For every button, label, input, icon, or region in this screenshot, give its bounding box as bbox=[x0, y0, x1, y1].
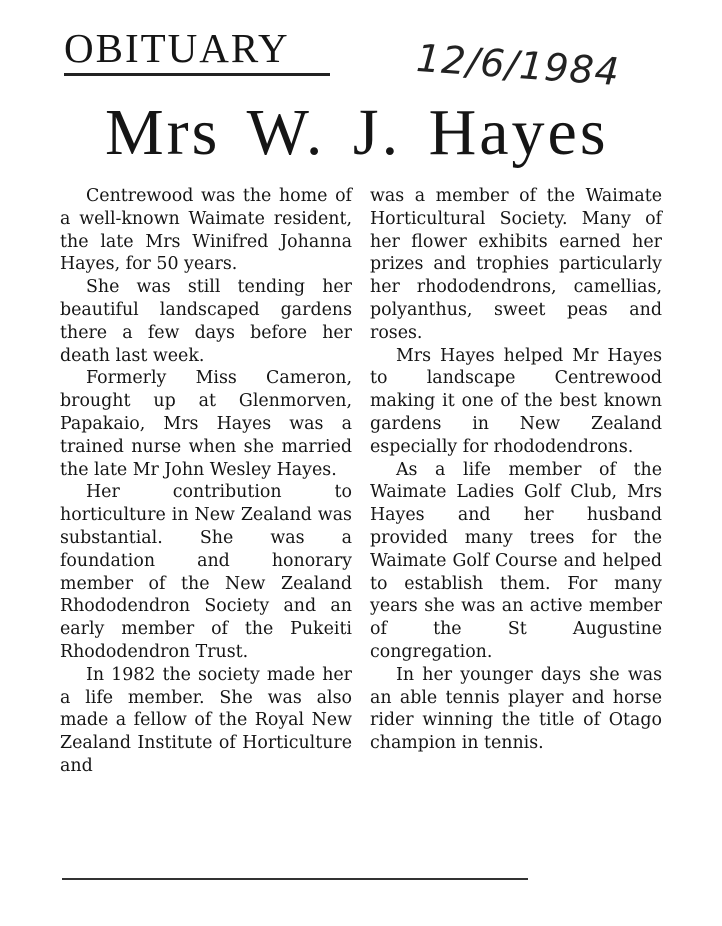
paragraph: In her younger days she was an able tennis player and horse rider winning the title of Otago champion in tennis. bbox=[370, 664, 662, 754]
bottom-divider bbox=[62, 878, 528, 880]
section-heading: OBITUARY bbox=[64, 28, 330, 76]
obituary-headline: Mrs W. J. Hayes bbox=[105, 96, 609, 169]
paragraph: Mrs Hayes helped Mr Hayes to landscape Centrewood making it one of the best known gardens in New Zealand especially for rhododendrons. bbox=[370, 345, 662, 457]
article-column-left bbox=[60, 185, 352, 778]
paragraph: Centrewood was the home of a well-known Waimate resident, the late Mrs Winifred Johanna Hayes, for 50 years. bbox=[60, 186, 352, 275]
paragraph: In 1982 the society made her a life member. She was also made a fellow of the Royal New Zealand Institute of Horticulture and bbox=[60, 664, 352, 776]
paragraph: was a member of the Waimate Horticultural Society. Many of her flower exhibits earned her prizes and trophies particularly her rhododendrons, camellias, polyanthus, sweet peas and roses. bbox=[370, 186, 662, 343]
paragraph: As a life member of the Waimate Ladies Golf Club, Mrs Hayes and her husband provided many trees for the Waimate Golf Course and helped to establish them. For many years she was an active member of the St Augustine congregation. bbox=[370, 459, 662, 662]
handwritten-date: 12/6/1984 bbox=[414, 36, 622, 95]
paragraph: Formerly Miss Cameron, brought up at Glenmorven, Papakaio, Mrs Hayes was a trained nurse when she married the late Mr John Wesley Hayes. bbox=[60, 368, 352, 480]
paragraph: She was still tending her beautiful landscaped gardens there a few days before her death last week. bbox=[60, 277, 352, 366]
article-column-right bbox=[370, 185, 662, 755]
paragraph: Her contribution to horticulture in New Zealand was substantial. She was a foundation and honorary member of the New Zealand Rhododendron Society and an early member of the Pukeiti Rhododendron Trust. bbox=[60, 482, 352, 662]
